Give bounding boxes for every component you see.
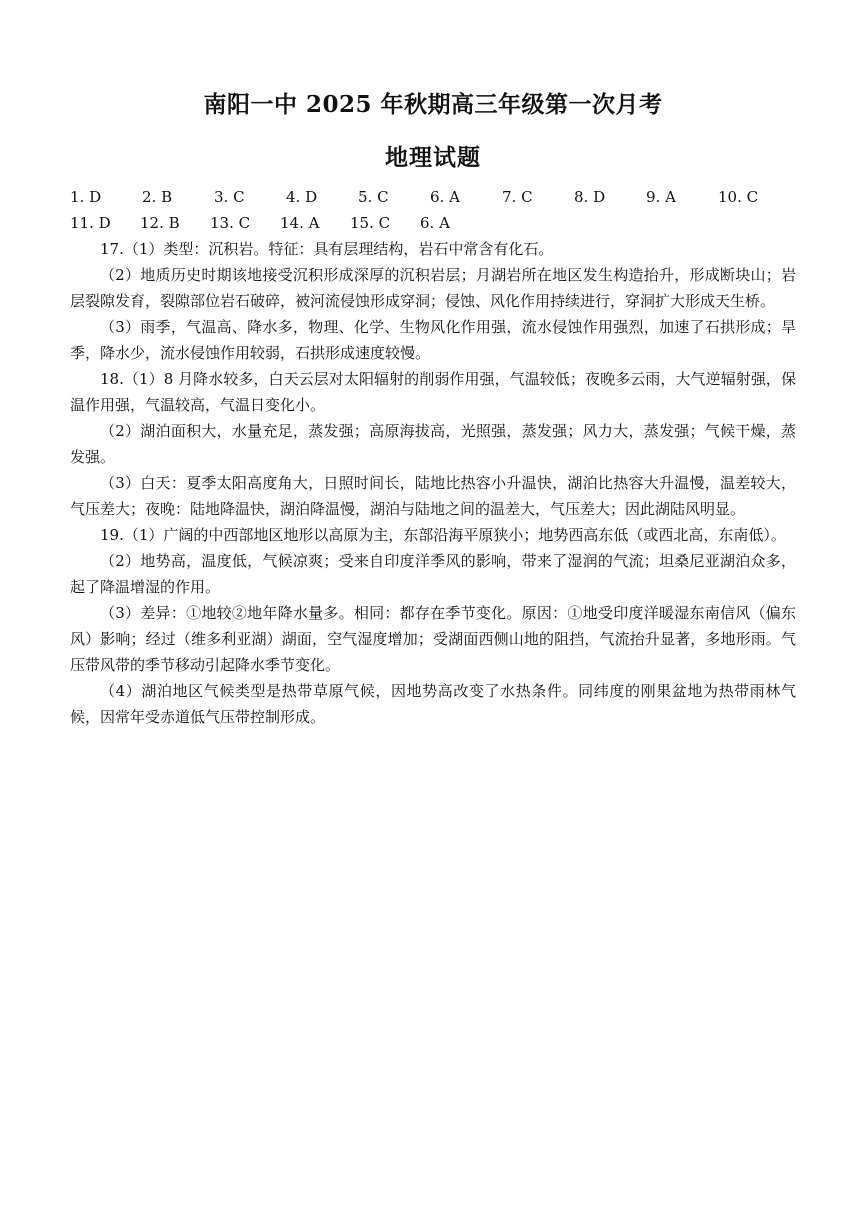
answer-paragraph: （4）湖泊地区气候类型是热带草原气候，因地势高改变了水热条件。同纬度的刚果盆地为热带雨林气候，因常年受赤道低气压带控制形成。 (70, 682, 796, 726)
answer-item: 9. A (646, 188, 676, 206)
answer-item: 7. C (502, 188, 533, 206)
answer-item: 6. A (420, 214, 450, 232)
answer-item: 14. A (280, 214, 320, 232)
answer-item: 10. C (718, 188, 759, 206)
answer-item: 8. D (574, 188, 606, 206)
answer-item: 1. D (70, 188, 102, 206)
answer-paragraph: （2）地质历史时期该地接受沉积形成深厚的沉积岩层；月湖岩所在地区发生构造抬升，形成断块山；岩层裂隙发育，裂隙部位岩石破碎，被河流侵蚀形成穿洞；侵蚀、风化作用持续进行，穿洞扩大形成天生桥。 (70, 266, 796, 310)
answer-paragraph: （3）雨季，气温高、降水多，物理、化学、生物风化作用强，流水侵蚀作用强烈，加速了石拱形成；旱季，降水少，流水侵蚀作用较弱，石拱形成速度较慢。 (70, 318, 796, 362)
answer-item: 5. C (358, 188, 389, 206)
answer-item: 15. C (350, 214, 391, 232)
answer-item: 11. D (70, 214, 111, 232)
multiple-choice-answers (70, 184, 796, 236)
page-subtitle: 地理试题 (385, 144, 481, 171)
answer-item: 4. D (286, 188, 318, 206)
answer-paragraph: （2）湖泊面积大，水量充足，蒸发强；高原海拔高，光照强，蒸发强；风力大，蒸发强；气候干燥，蒸发强。 (70, 422, 796, 466)
answer-item: 6. A (430, 188, 460, 206)
answer-item: 2. B (142, 188, 173, 206)
page-title: 南阳一中 2025 年秋期高三年级第一次月考 (203, 91, 663, 118)
answer-paragraph: （3）白天：夏季太阳高度角大，日照时间长，陆地比热容小升温快，湖泊比热容大升温慢，温差较大，气压差大；夜晚：陆地降温快，湖泊降温慢，湖泊与陆地之间的温差大，气压差大；因此湖陆风明显。 (70, 474, 796, 518)
answer-item: 12. B (140, 214, 180, 232)
answer-item: 3. C (214, 188, 245, 206)
answer-row-2 (70, 210, 796, 236)
answer-row-1 (70, 184, 796, 210)
answer-paragraph: （2）地势高，温度低，气候凉爽；受来自印度洋季风的影响，带来了湿润的气流；坦桑尼亚湖泊众多，起了降温增湿的作用。 (70, 552, 796, 596)
answer-paragraph: 19.（1）广阔的中西部地区地形以高原为主，东部沿海平原狭小；地势西高东低（或西北高，东南低）。 (100, 526, 786, 544)
answer-item: 13. C (210, 214, 251, 232)
answer-paragraph: （3）差异：①地较②地年降水量多。相同：都存在季节变化。原因：①地受印度洋暖湿东南信风（偏东风）影响；经过（维多利亚湖）湖面，空气湿度增加；受湖面西侧山地的阻挡，气流抬升显著，多地形雨。气压带风带的季节移动引起降水季节变化。 (70, 604, 796, 674)
answer-paragraph: 18.（1）8 月降水较多，白天云层对太阳辐射的削弱作用强，气温较低；夜晚多云雨，大气逆辐射强，保温作用强，气温较高，气温日变化小。 (70, 370, 796, 414)
answer-explanations (70, 236, 796, 730)
answer-paragraph: 17.（1）类型：沉积岩。特征：具有层理结构，岩石中常含有化石。 (100, 240, 554, 258)
